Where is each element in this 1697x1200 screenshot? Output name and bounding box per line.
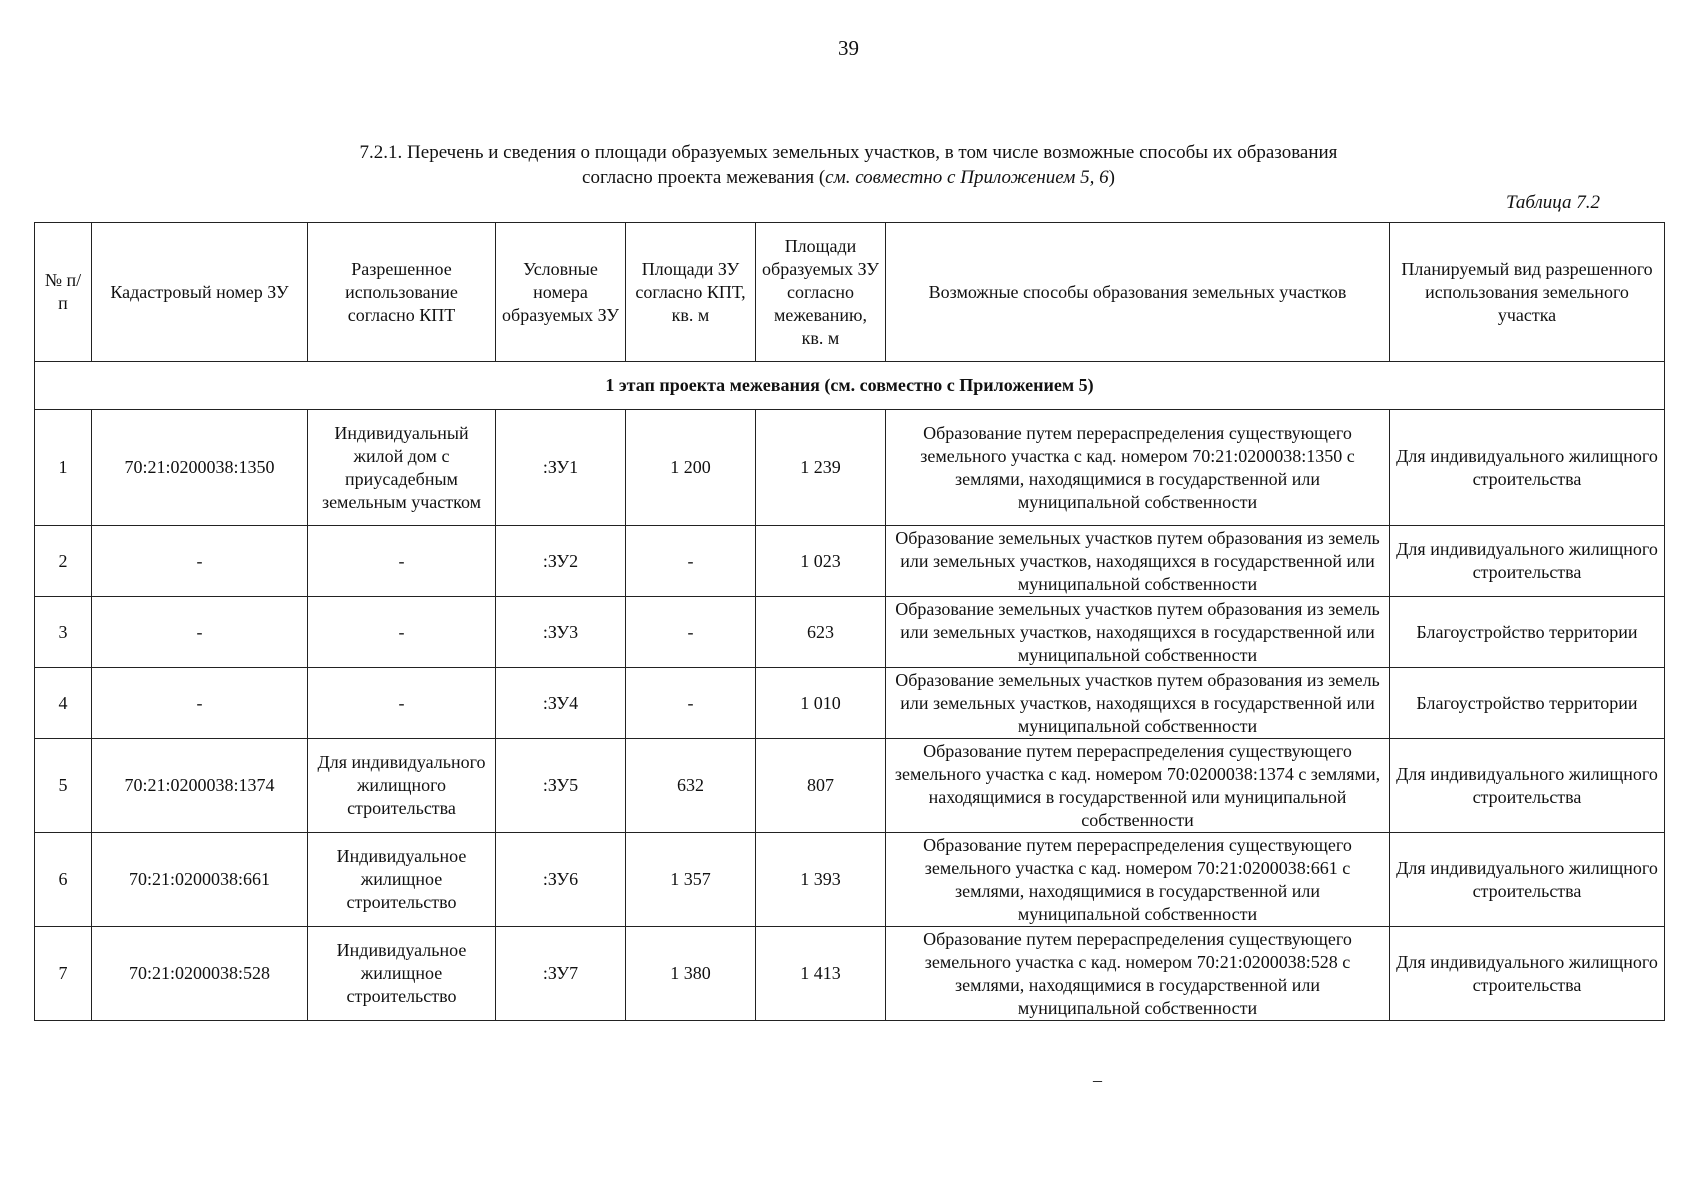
table-cell: 6 <box>35 833 92 927</box>
stage-row <box>35 362 1665 410</box>
table-row <box>35 833 1665 927</box>
table-caption <box>0 140 1697 190</box>
table-cell: 1 239 <box>756 410 886 526</box>
caption-line-1: 7.2.1. Перечень и сведения о площади образуемых земельных участков, в том числе возможные способы их образования <box>359 142 1338 163</box>
table-cell: :ЗУ5 <box>496 739 626 833</box>
table-cell: Образование земельных участков путем образования из земель или земельных участков, находящихся в государственной или муниципальной собственности <box>886 597 1390 668</box>
caption-prefix: согласно проекта межевания ( <box>582 167 826 188</box>
table-cell: 70:21:0200038:1350 <box>92 410 308 526</box>
table-cell: :ЗУ7 <box>496 927 626 1021</box>
table-cell: 632 <box>626 739 756 833</box>
table-cell: Для индивидуального жилищного строительства <box>1390 410 1665 526</box>
table-cell: 1 200 <box>626 410 756 526</box>
table-cell: - <box>92 526 308 597</box>
table-cell: Индивидуальное жилищное строительство <box>308 833 496 927</box>
table-cell: 7 <box>35 927 92 1021</box>
table-row <box>35 739 1665 833</box>
table-cell: Индивидуальное жилищное строительство <box>308 927 496 1021</box>
table-cell: - <box>92 597 308 668</box>
caption-suffix: ) <box>1108 167 1115 188</box>
table-cell: 807 <box>756 739 886 833</box>
table-cell: 1 380 <box>626 927 756 1021</box>
table-header-row <box>35 223 1665 362</box>
table-row <box>35 526 1665 597</box>
land-plots-table <box>34 222 1665 1021</box>
table-cell: Образование путем перераспределения существующего земельного участка с кад. номером 70:21:0200038:1350 с землями, находящимися в государственной или муниципальной собственности <box>886 410 1390 526</box>
table-cell: Образование земельных участков путем образования из земель или земельных участков, находящихся в государственной или муниципальной собственности <box>886 526 1390 597</box>
table-cell: 70:21:0200038:528 <box>92 927 308 1021</box>
table-cell: - <box>626 526 756 597</box>
table-cell: 1 393 <box>756 833 886 927</box>
table-label: Таблица 7.2 <box>1506 192 1600 213</box>
table-cell: Образование земельных участков путем образования из земель или земельных участков, находящихся в государственной или муниципальной собственности <box>886 668 1390 739</box>
table-row <box>35 927 1665 1021</box>
table-cell: Образование путем перераспределения существующего земельного участка с кад. номером 70:21:0200038:661 с землями, находящимися в государственной или муниципальной собственности <box>886 833 1390 927</box>
table-cell: :ЗУ1 <box>496 410 626 526</box>
table-cell: 1 413 <box>756 927 886 1021</box>
table-cell: Благоустройство территории <box>1390 597 1665 668</box>
header-cell: Площади образуемых ЗУ согласно межеванию, кв. м <box>756 223 886 362</box>
table-cell: 1 023 <box>756 526 886 597</box>
table-cell: :ЗУ2 <box>496 526 626 597</box>
page-number: 39 <box>838 36 859 60</box>
table-cell: 623 <box>756 597 886 668</box>
table-cell: Образование путем перераспределения существующего земельного участка с кад. номером 70:21:0200038:528 с землями, находящимися в государственной или муниципальной собственности <box>886 927 1390 1021</box>
footer-mark: – <box>1093 1070 1102 1090</box>
table-cell: 1 357 <box>626 833 756 927</box>
header-cell: Площади ЗУ согласно КПТ, кв. м <box>626 223 756 362</box>
header-cell: Возможные способы образования земельных участков <box>886 223 1390 362</box>
table-cell: Для индивидуального жилищного строительства <box>1390 927 1665 1021</box>
header-cell: Условные номера образуемых ЗУ <box>496 223 626 362</box>
table-cell: - <box>308 526 496 597</box>
table-cell: 2 <box>35 526 92 597</box>
table-cell: - <box>308 668 496 739</box>
header-cell: № п/п <box>35 223 92 362</box>
table-row <box>35 668 1665 739</box>
table-cell: 3 <box>35 597 92 668</box>
table-cell: 1 <box>35 410 92 526</box>
table-cell: :ЗУ3 <box>496 597 626 668</box>
table-cell: 70:21:0200038:1374 <box>92 739 308 833</box>
table-cell: - <box>308 597 496 668</box>
table-cell: Для индивидуального жилищного строительства <box>308 739 496 833</box>
table-cell: Для индивидуального жилищного строительства <box>1390 526 1665 597</box>
table-cell: 1 010 <box>756 668 886 739</box>
table-cell: :ЗУ6 <box>496 833 626 927</box>
table-row <box>35 410 1665 526</box>
header-cell: Разрешенное использование согласно КПТ <box>308 223 496 362</box>
table-cell: 4 <box>35 668 92 739</box>
header-cell: Кадастровый номер ЗУ <box>92 223 308 362</box>
table-cell: - <box>92 668 308 739</box>
caption-line-2 <box>0 165 1697 190</box>
table-cell: :ЗУ4 <box>496 668 626 739</box>
table-cell: 5 <box>35 739 92 833</box>
table-cell: 70:21:0200038:661 <box>92 833 308 927</box>
table-cell: Индивидуальный жилой дом с приусадебным земельным участком <box>308 410 496 526</box>
table-cell: - <box>626 668 756 739</box>
table-cell: Для индивидуального жилищного строительства <box>1390 833 1665 927</box>
caption-italic: см. совместно с Приложением 5, 6 <box>825 167 1109 188</box>
table-cell: Образование путем перераспределения существующего земельного участка с кад. номером 70:0200038:1374 с землями, находящимися в государственной или муниципальной собственности <box>886 739 1390 833</box>
stage-title: 1 этап проекта межевания (см. совместно с Приложением 5) <box>35 362 1665 410</box>
table-cell: Благоустройство территории <box>1390 668 1665 739</box>
table-row <box>35 597 1665 668</box>
header-cell: Планируемый вид разрешенного использования земельного участка <box>1390 223 1665 362</box>
table-cell: Для индивидуального жилищного строительства <box>1390 739 1665 833</box>
table-cell: - <box>626 597 756 668</box>
